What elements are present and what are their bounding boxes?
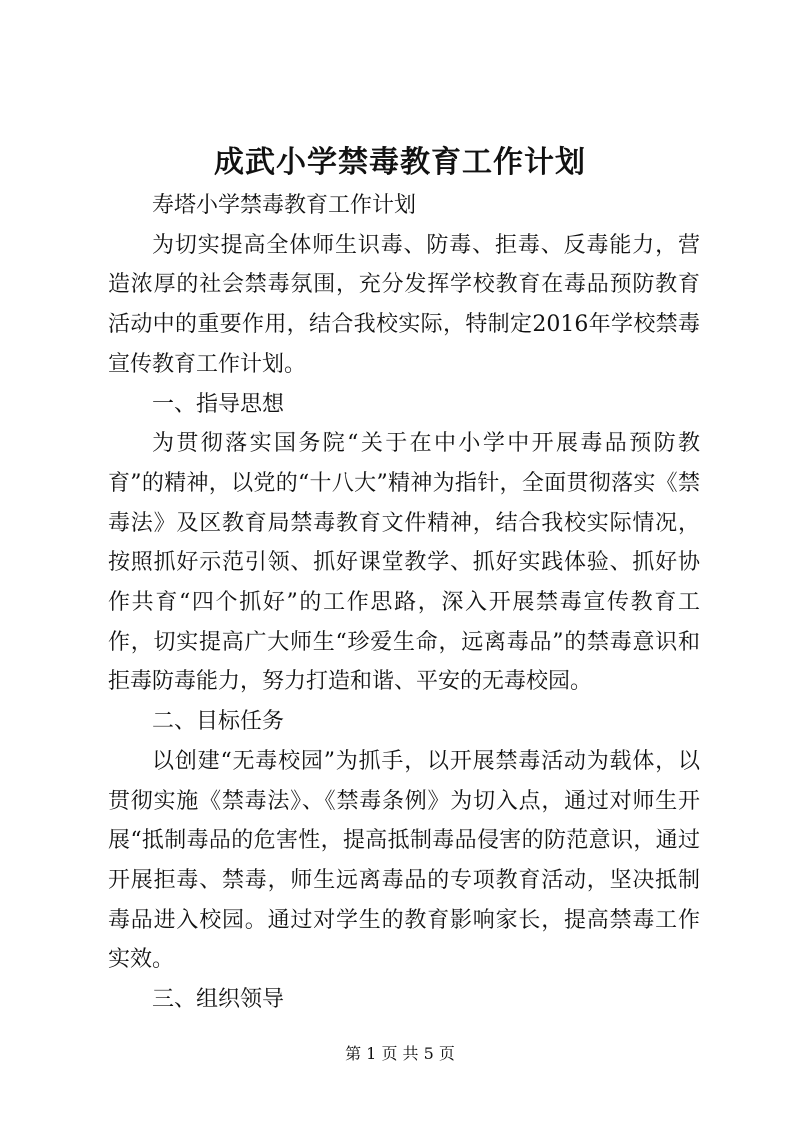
page-title: 成武小学禁毒教育工作计划 — [214, 145, 586, 180]
guiding-ideology-paragraph: 为贯彻落实国务院“关于在中小学中开展毒品预防教育”的精神，以党的“十八大”精神为指针，全面贯彻落实《禁毒法》及区教育局禁毒教育文件精神，结合我校实际情况，按照抓好示范引领、抓好课堂教学、抓好实践体验、抓好协作共育“四个抓好”的工作思路，深入开展禁毒宣传教育工作，切实提高广大师生“珍爱生命，远离毒品”的禁毒意识和拒毒防毒能力，努力打造和谐、平安的无毒校园。 — [108, 431, 700, 695]
section-heading-organization: 三、组织领导 — [152, 987, 285, 1013]
section-heading-guiding-ideology: 一、指导思想 — [152, 391, 285, 417]
section-heading-goals: 二、目标任务 — [152, 709, 285, 735]
page-number-footer: 第 1 页 共 5 页 — [345, 1044, 455, 1063]
intro-paragraph: 为切实提高全体师生识毒、防毒、拒毒、反毒能力，营造浓厚的社会禁毒氛围，充分发挥学校教育在毒品预防教育活动中的重要作用，结合我校实际，特制定2016年学校禁毒宣传教育工作计划。 — [108, 232, 700, 377]
document-body — [108, 186, 700, 1020]
subtitle-paragraph: 寿塔小学禁毒教育工作计划 — [152, 193, 417, 218]
goals-paragraph: 以创建“无毒校园”为抓手，以开展禁毒活动为载体，以贯彻实施《禁毒法》、《禁毒条例》为切入点，通过对师生开展“抵制毒品的危害性，提高抵制毒品侵害的防范意识，通过开展拒毒、禁毒，师生远离毒品的专项教育活动，坚决抵制毒品进入校园。通过对学生的教育影响家长，提高禁毒工作实效。 — [108, 748, 700, 973]
